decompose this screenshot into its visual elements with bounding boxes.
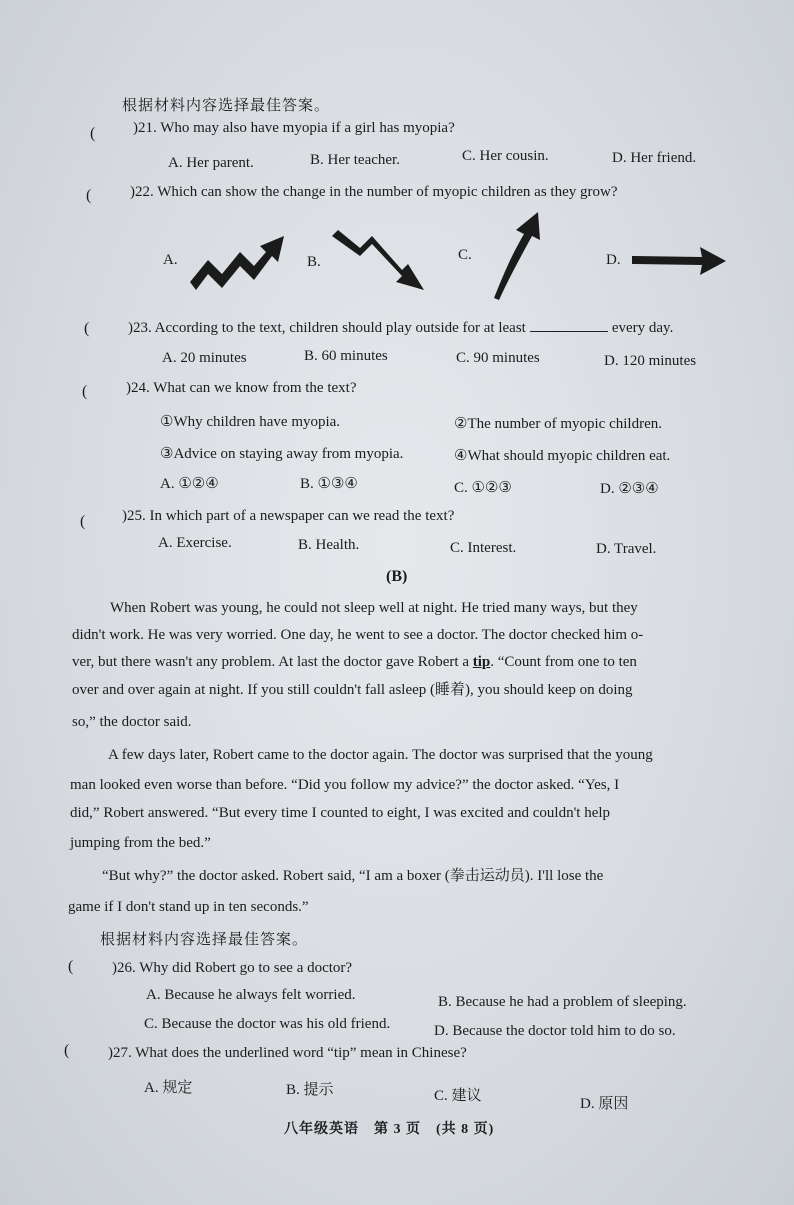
passage-line-10: “But why?” the doctor asked. Robert said, “I am a boxer (拳击运动员). I'll lose the bbox=[102, 868, 604, 884]
option-22b: B. bbox=[307, 254, 321, 270]
option-23c: C. 90 minutes bbox=[456, 350, 540, 366]
passage-line-3-text: ver, but there wasn't any problem. At last the doctor gave Robert a bbox=[72, 654, 469, 670]
passage-line-11: game if I don't stand up in ten seconds.” bbox=[68, 899, 309, 915]
question-24: )24. What can we know from the text? bbox=[126, 380, 357, 396]
option-24d: D. ②③④ bbox=[600, 481, 659, 497]
page-footer: 八年级英语 第 3 页 (共 8 页) bbox=[284, 1122, 495, 1137]
option-27b: B. 提示 bbox=[286, 1082, 334, 1098]
answer-paren-25[interactable]: ( bbox=[80, 513, 86, 530]
answer-paren-23[interactable]: ( bbox=[84, 320, 90, 337]
question-26: )26. Why did Robert go to see a doctor? bbox=[112, 960, 353, 976]
zigzag-down-arrow-icon bbox=[330, 226, 430, 294]
curved-up-arrow-icon bbox=[486, 208, 550, 302]
answer-blank[interactable] bbox=[530, 317, 608, 332]
statement-1: ①Why children have myopia. bbox=[160, 414, 341, 430]
question-23 bbox=[128, 317, 673, 337]
question-27: )27. What does the underlined word “tip” mean in Chinese? bbox=[108, 1045, 467, 1061]
question-23-text: )23. According to the text, children should play outside for at least bbox=[128, 320, 526, 336]
statement-2: ②The number of myopic children. bbox=[454, 416, 662, 432]
statement-4: ④What should myopic children eat. bbox=[454, 448, 671, 464]
right-arrow-icon bbox=[630, 244, 728, 278]
option-23b: B. 60 minutes bbox=[304, 348, 388, 364]
option-26d: D. Because the doctor told him to do so. bbox=[434, 1023, 676, 1039]
passage-line-6: A few days later, Robert came to the doctor again. The doctor was surprised that the young bbox=[108, 747, 653, 763]
section-b-title: (B) bbox=[386, 568, 408, 585]
passage-line-7: man looked even worse than before. “Did you follow my advice?” the doctor asked. “Yes, I bbox=[70, 777, 620, 793]
passage-line-4: over and over again at night. If you still couldn't fall asleep (睡着), you should keep on doing bbox=[72, 682, 633, 698]
option-27d: D. 原因 bbox=[580, 1096, 629, 1112]
passage-line-2: didn't work. He was very worried. One day, he went to see a doctor. The doctor checked him o- bbox=[72, 627, 644, 643]
option-27a: A. 规定 bbox=[144, 1080, 193, 1096]
option-23a: A. 20 minutes bbox=[162, 350, 247, 366]
option-21d: D. Her friend. bbox=[612, 150, 697, 166]
zigzag-up-arrow-icon bbox=[186, 230, 286, 294]
option-22d: D. bbox=[606, 252, 621, 268]
instruction-a: 根据材料内容选择最佳答案。 bbox=[122, 98, 331, 114]
option-27c: C. 建议 bbox=[434, 1088, 482, 1104]
option-25b: B. Health. bbox=[298, 537, 360, 553]
option-22c: C. bbox=[458, 247, 472, 263]
option-26c: C. Because the doctor was his old friend. bbox=[144, 1016, 391, 1032]
option-21a: A. Her parent. bbox=[168, 155, 254, 171]
option-25c: C. Interest. bbox=[450, 540, 517, 556]
passage-line-3 bbox=[72, 647, 637, 678]
passage-line-3-tail: . “Count from one to ten bbox=[490, 654, 637, 670]
option-25d: D. Travel. bbox=[596, 541, 657, 557]
answer-paren-22[interactable]: ( bbox=[86, 187, 92, 204]
answer-paren-27[interactable]: ( bbox=[64, 1042, 70, 1059]
question-25: )25. In which part of a newspaper can we read the text? bbox=[122, 508, 455, 524]
question-22: )22. Which can show the change in the number of myopic children as they grow? bbox=[130, 184, 618, 200]
underlined-word-tip: tip bbox=[472, 654, 491, 670]
option-22a: A. bbox=[163, 252, 178, 268]
option-24c: C. ①②③ bbox=[454, 480, 512, 496]
option-23d: D. 120 minutes bbox=[604, 353, 697, 369]
question-21: )21. Who may also have myopia if a girl has myopia? bbox=[133, 120, 455, 136]
option-26b: B. Because he had a problem of sleeping. bbox=[438, 994, 687, 1010]
passage-line-1: When Robert was young, he could not sleep well at night. He tried many ways, but they bbox=[110, 600, 638, 616]
passage-line-8: did,” Robert answered. “But every time I counted to eight, I was excited and couldn't help bbox=[70, 805, 611, 821]
answer-paren-21[interactable]: ( bbox=[90, 125, 96, 142]
instruction-b: 根据材料内容选择最佳答案。 bbox=[100, 932, 309, 948]
option-24a: A. ①②④ bbox=[160, 476, 219, 492]
option-25a: A. Exercise. bbox=[158, 535, 232, 551]
answer-paren-26[interactable]: ( bbox=[68, 958, 74, 975]
option-21c: C. Her cousin. bbox=[462, 148, 549, 164]
answer-paren-24[interactable]: ( bbox=[82, 383, 88, 400]
option-21b: B. Her teacher. bbox=[310, 152, 400, 168]
statement-3: ③Advice on staying away from myopia. bbox=[160, 446, 404, 462]
option-26a: A. Because he always felt worried. bbox=[146, 987, 356, 1003]
passage-line-9: jumping from the bed.” bbox=[70, 835, 211, 851]
passage-line-5: so,” the doctor said. bbox=[72, 714, 192, 730]
question-23-tail: every day. bbox=[611, 320, 674, 336]
option-24b: B. ①③④ bbox=[300, 476, 358, 492]
